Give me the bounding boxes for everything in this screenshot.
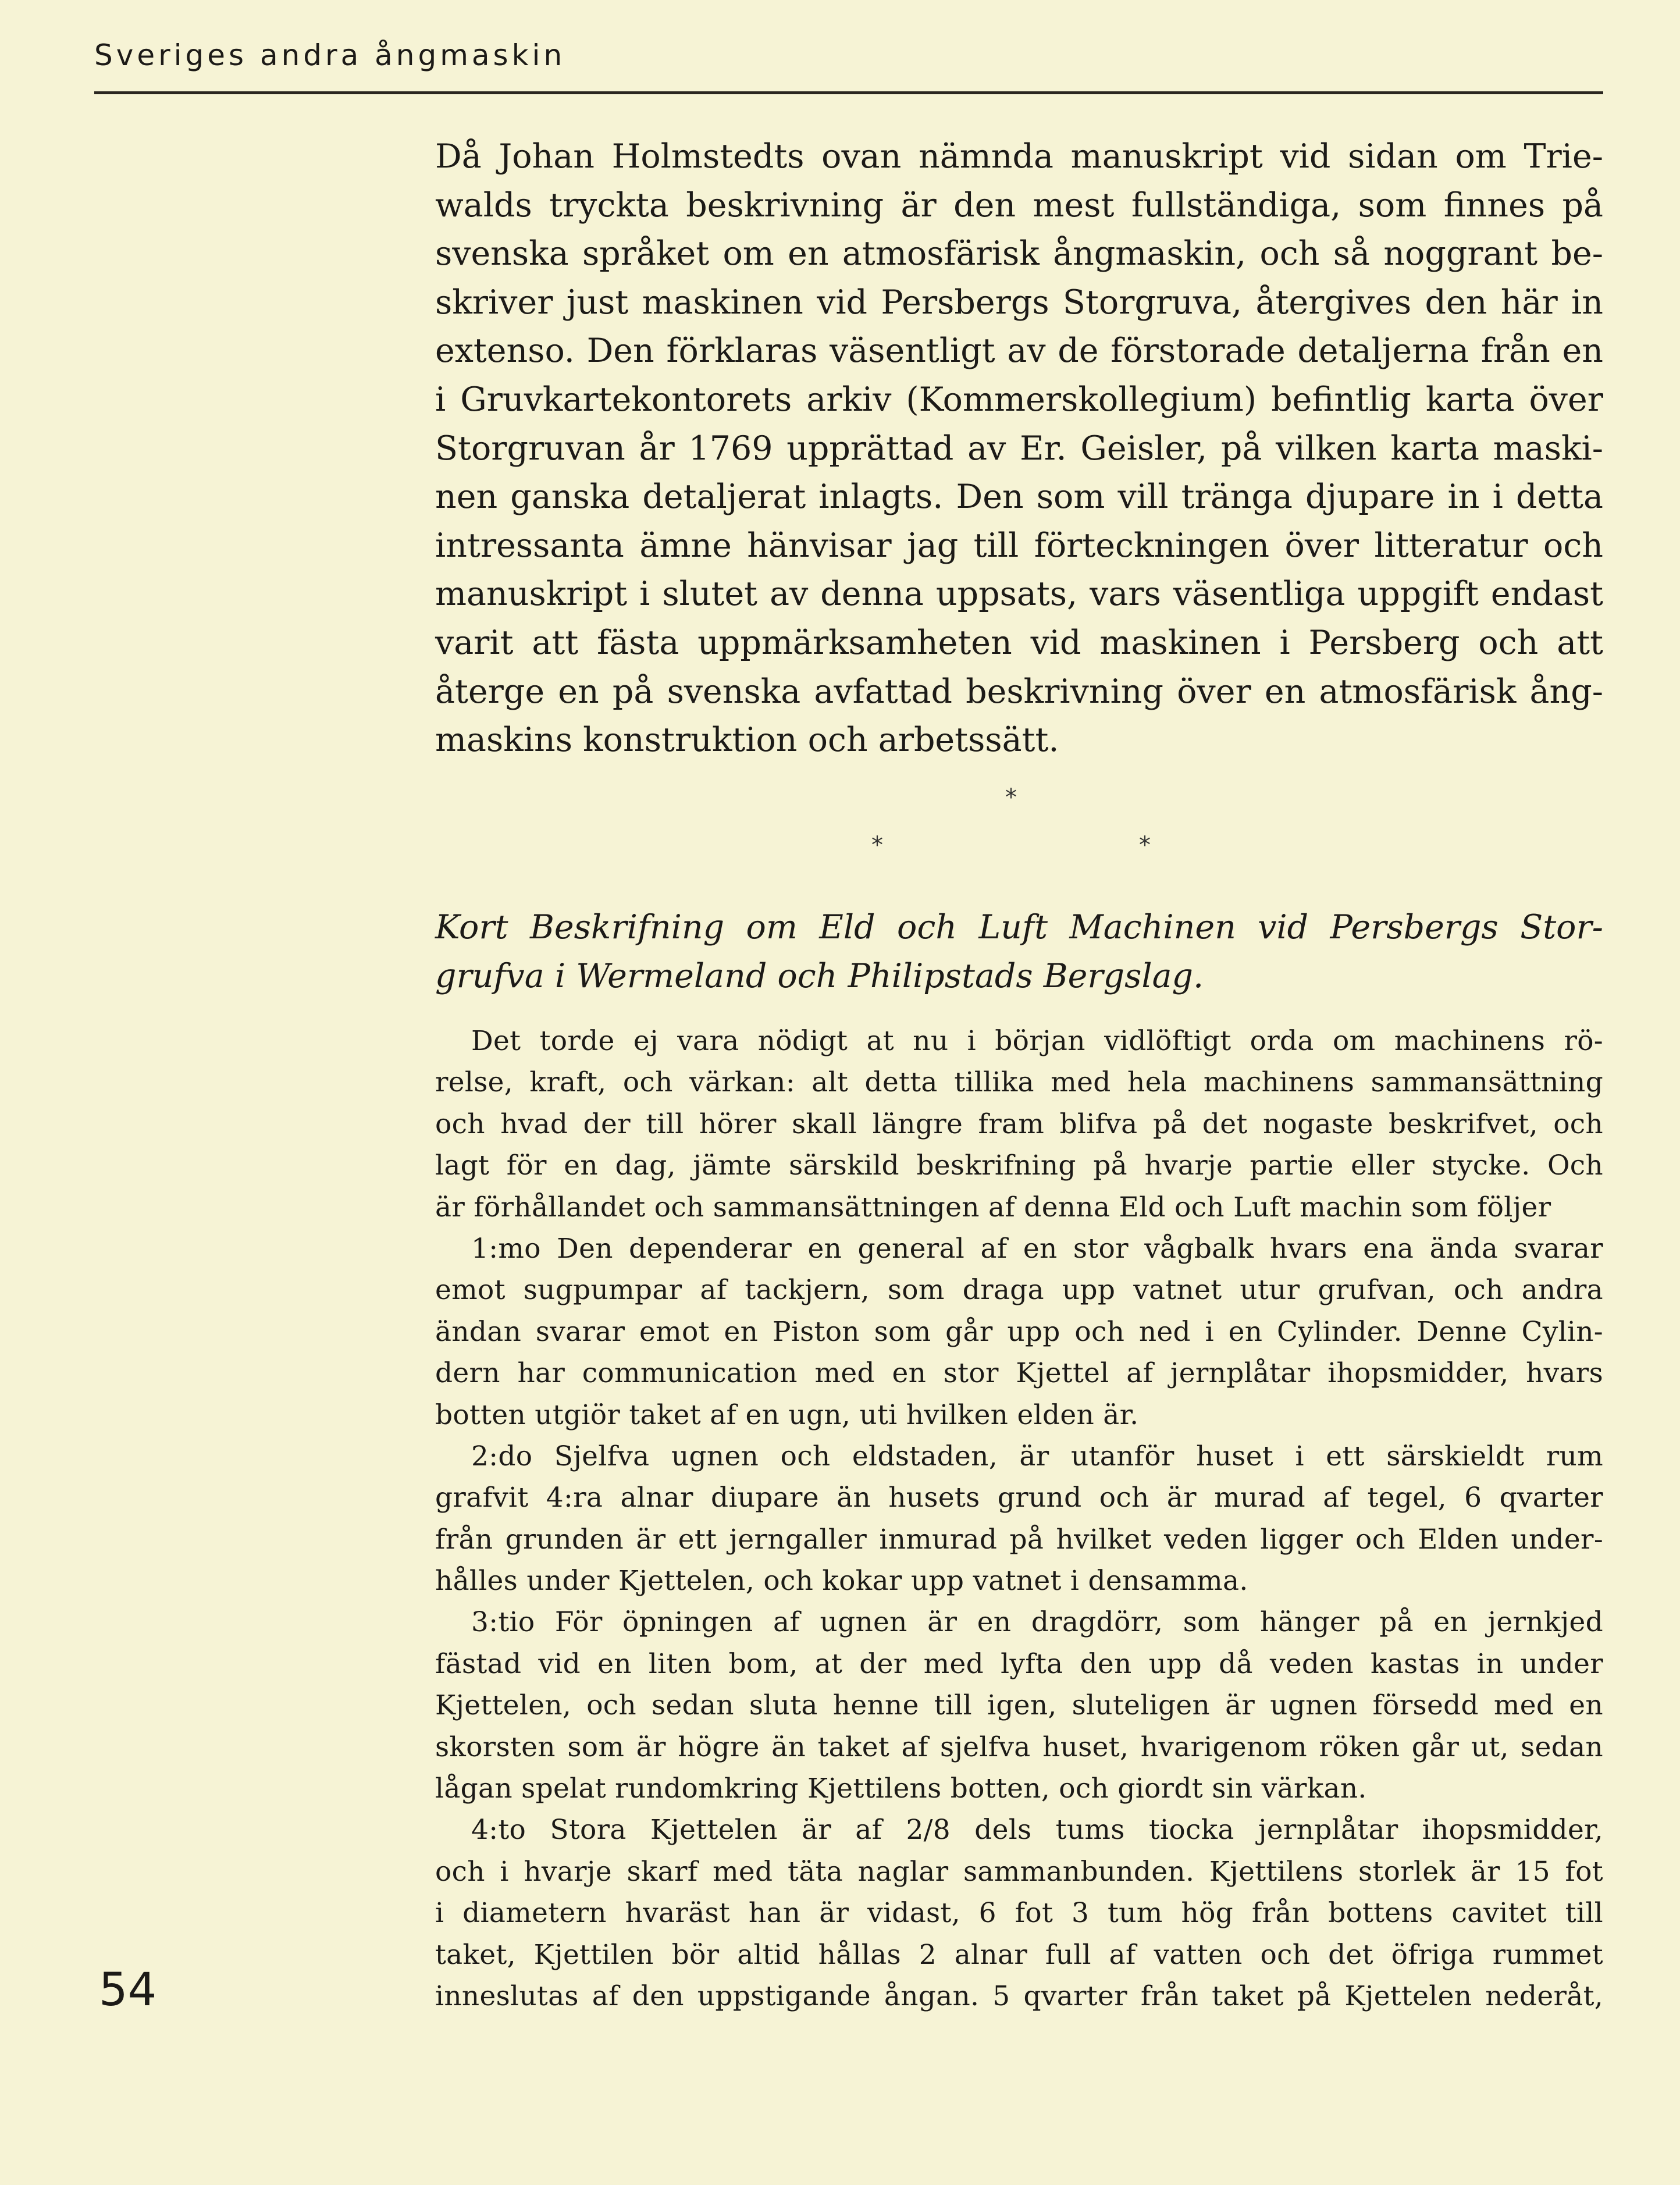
quote-line: och i hvarje skarf med täta naglar sammanbunden. Kjettilens storlek är 15 fot	[435, 1855, 1603, 1888]
heading-line: Kort Beskrifning om Eld och Luft Machinen vid Persbergs Stor-	[435, 908, 1603, 946]
quote-line: Kjettelen, och sedan sluta henne till igen, sluteligen är ugnen försedd med en	[435, 1689, 1603, 1722]
body-paragraph	[435, 133, 1603, 765]
quote-line: i diametern hvaräst han är vidast, 6 fot 3 tum hög från bottens cavitet till	[435, 1897, 1603, 1930]
quote-line: emot sugpumpar af tackjern, som draga upp vatnet utur grufvan, och andra	[435, 1274, 1603, 1307]
quote-line: lagt för en dag, jämte särskild beskrifning på hvarje partie eller stycke. Och	[435, 1150, 1603, 1182]
quote-line: 2:do Sjelfva ugnen och eldstaden, är utanför huset i ett särskieldt rum	[471, 1440, 1603, 1472]
body-line: intressanta ämne hänvisar jag till förteckningen över litteratur och	[435, 526, 1603, 565]
body-line: varit att fästa uppmärksamheten vid maskinen i Persberg och att	[435, 623, 1603, 662]
separator-star-right: *	[1139, 832, 1151, 859]
body-line: Storgruvan år 1769 upprättad av Er. Geisler, på vilken karta maski-	[435, 429, 1603, 468]
body-line: Då Johan Holmstedts ovan nämnda manuskript vid sidan om Trie-	[435, 137, 1603, 176]
quote-line: relse, kraft, och värkan: alt detta tillika med hela machinens sammansättning	[435, 1066, 1603, 1099]
body-line: walds tryckta beskrivning är den mest fullständiga, som finnes på	[435, 186, 1603, 225]
quote-line: inneslutas af den uppstigande ångan. 5 qvarter från taket på Kjettelen nederåt,	[435, 1980, 1603, 2012]
quote-line: skorsten som är högre än taket af sjelfva huset, hvarigenom röken går ut, sedan	[435, 1731, 1603, 1763]
header-rule	[94, 91, 1603, 94]
quote-line: dern har communication med en stor Kjettel af jernplåtar ihopsmidder, hvars	[435, 1357, 1603, 1390]
separator-star-left: *	[871, 832, 883, 859]
running-head: Sveriges andra ångmaskin	[94, 38, 566, 72]
quoted-description	[435, 1020, 1603, 2017]
separator-star-top: *	[1005, 784, 1017, 811]
body-line: skriver just maskinen vid Persbergs Storgruva, återgives den här in	[435, 283, 1603, 322]
body-line: i Gruvkartekontorets arkiv (Kommerskollegium) befintlig karta över	[435, 380, 1603, 419]
body-line: återge en på svenska avfattad beskrivning över en atmosfärisk ång-	[435, 672, 1603, 711]
quote-line: fästad vid en liten bom, at der med lyfta den upp då veden kastas in under	[435, 1647, 1603, 1680]
quote-line: Det torde ej vara nödigt at nu i början vidlöftigt orda om machinens rö-	[471, 1025, 1603, 1057]
page-number: 54	[99, 1964, 157, 2016]
body-line: maskins konstruktion och arbetssätt.	[435, 721, 1059, 760]
body-line: svenska språket om en atmosfärisk ångmaskin, och så noggrant be-	[435, 234, 1603, 273]
body-line: nen ganska detaljerat inlagts. Den som vill tränga djupare in i detta	[435, 478, 1603, 517]
quote-line: hålles under Kjettelen, och kokar upp vatnet i densamma.	[435, 1565, 1248, 1597]
quote-line: ändan svarar emot en Piston som går upp och ned i en Cylinder. Denne Cylin-	[435, 1315, 1603, 1348]
quote-line: grafvit 4:ra alnar diupare än husets grund och är murad af tegel, 6 qvarter	[435, 1482, 1603, 1514]
quote-line: är förhållandet och sammansättningen af denna Eld och Luft machin som följer	[435, 1191, 1551, 1223]
body-line: extenso. Den förklaras väsentligt av de förstorade detaljerna från en	[435, 332, 1603, 371]
quote-line: 4:to Stora Kjettelen är af 2/8 dels tums tiocka jernplåtar ihopsmidder,	[471, 1814, 1603, 1846]
section-heading	[435, 903, 1603, 1001]
quote-line: 1:mo Den dependerar en general af en stor vågbalk hvars ena ända svarar	[471, 1232, 1603, 1265]
heading-line: grufva i Wermeland och Philipstads Bergslag.	[435, 957, 1204, 995]
quote-line: lågan spelat rundomkring Kjettilens botten, och giordt sin värkan.	[435, 1773, 1367, 1805]
quote-line: och hvad der till hörer skall längre fram blifva på det nogaste beskrifvet, och	[435, 1108, 1603, 1140]
body-line: manuskript i slutet av denna uppsats, vars väsentliga uppgift endast	[435, 575, 1603, 614]
quote-line: taket, Kjettilen bör altid hållas 2 alnar full af vatten och det öfriga rummet	[435, 1938, 1603, 1971]
quote-line: botten utgiör taket af en ugn, uti hvilken elden är.	[435, 1398, 1139, 1431]
quote-line: från grunden är ett jerngaller inmurad på hvilket veden ligger och Elden under-	[435, 1523, 1603, 1556]
quote-line: 3:tio För öpningen af ugnen är en dragdörr, som hänger på en jernkjed	[471, 1606, 1603, 1639]
